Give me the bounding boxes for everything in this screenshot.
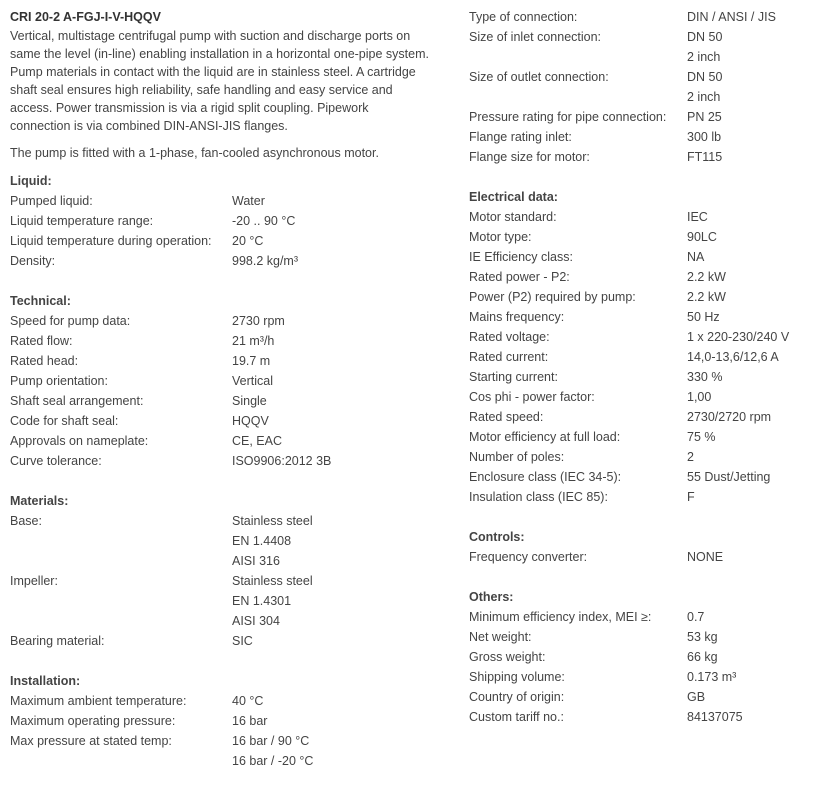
spec-row [10,371,450,391]
spec-value: 14,0-13,6/12,6 A [687,350,779,364]
section-heading: Materials: [10,494,69,508]
spec-value: 55 Dust/Jetting [687,470,771,484]
spec-value: 84137075 [687,710,743,724]
spec-row [10,571,450,631]
product-title: CRI 20-2 A-FGJ-I-V-HQQV [10,10,161,24]
spec-values [687,107,722,127]
spec-values [232,411,269,431]
spec-label: Maximum ambient temperature: [10,694,187,708]
spec-values [232,391,267,411]
spec-row [469,327,829,347]
spec-values [687,687,705,707]
spec-value: 66 kg [687,650,718,664]
spec-value: EN 1.4408 [232,534,292,548]
spec-row [469,127,829,147]
spec-values [232,311,285,331]
spec-row [469,707,829,727]
spec-row [469,487,829,507]
spec-value: DN 50 [687,30,723,44]
spec-row [469,307,829,327]
spec-value: F [687,490,695,504]
spec-label: Bearing material: [10,634,105,648]
spec-row [10,511,450,571]
spec-label: Cos phi - power factor: [469,390,595,404]
spec-row [10,431,450,451]
electrical-data-section [469,187,829,507]
spec-values [232,511,313,571]
spec-values [232,191,265,211]
spec-value: AISI 316 [232,554,280,568]
spec-label: Enclosure class (IEC 34-5): [469,470,622,484]
section-heading: Installation: [10,674,81,688]
spec-value: 330 % [687,370,723,384]
spec-values [687,367,722,387]
spec-label: Rated flow: [10,334,73,348]
spec-row [10,211,450,231]
spec-values [232,251,298,271]
spec-value: EN 1.4301 [232,594,292,608]
spec-values [232,711,267,731]
spec-value: 40 °C [232,694,264,708]
spec-row [469,467,829,487]
spec-label: Starting current: [469,370,558,384]
spec-values [232,451,331,471]
spec-value: 75 % [687,430,716,444]
spec-value: GB [687,690,706,704]
spec-value: 2.2 kW [687,270,726,284]
spec-row [10,311,450,331]
spec-value: 90LC [687,230,717,244]
spec-row [10,631,450,651]
spec-label: Motor efficiency at full load: [469,430,621,444]
technical-section [10,291,450,471]
spec-row [469,687,829,707]
spec-value: 0.7 [687,610,705,624]
spec-value: Water [232,194,265,208]
spec-row [10,691,450,711]
spec-value: Stainless steel [232,574,313,588]
section-heading: Technical: [10,294,71,308]
spec-values [232,731,313,771]
spec-values [232,211,295,231]
spec-values [687,387,711,407]
spec-values [232,631,253,651]
spec-value: Vertical [232,374,273,388]
spec-values [687,127,721,147]
spec-values [232,691,263,711]
spec-row [10,231,450,251]
description-line: connection is via combined DIN-ANSI-JIS flanges. [10,119,288,133]
spec-values [687,707,743,727]
spec-label: Rated power - P2: [469,270,570,284]
spec-label: Liquid temperature range: [10,214,154,228]
spec-row [469,427,829,447]
spec-label: Rated speed: [469,410,544,424]
spec-values [687,647,718,667]
left-sections [10,171,450,771]
description-line: same the level (in-line) enabling installation in a horizontal one-pipe system. [10,47,429,61]
spec-values [687,347,779,367]
description-line: Pump materials in contact with the liquid are in stainless steel. A cartridge [10,65,416,79]
spec-value: 2 inch [687,50,721,64]
spec-label: Rated current: [469,350,549,364]
spec-values [687,307,720,327]
spec-value: 1 x 220-230/240 V [687,330,790,344]
spec-value: CE, EAC [232,434,283,448]
spec-label: Speed for pump data: [10,314,131,328]
spec-label: Mains frequency: [469,310,565,324]
spec-label: Curve tolerance: [10,454,102,468]
spec-label: Motor type: [469,230,532,244]
spec-values [687,607,704,627]
connection-section [469,7,829,167]
spec-label: Maximum operating pressure: [10,714,176,728]
spec-row [469,247,829,267]
spec-label: Minimum efficiency index, MEI ≥: [469,610,652,624]
spec-row [469,207,829,227]
spec-label: Rated voltage: [469,330,550,344]
spec-row [469,107,829,127]
spec-values [687,667,736,687]
spec-label: Density: [10,254,56,268]
right-sections [469,7,829,727]
spec-label: Number of poles: [469,450,565,464]
left-column [10,7,450,791]
spec-values [687,267,726,287]
spec-label: Base: [10,514,42,528]
spec-label: Custom tariff no.: [469,710,564,724]
spec-row [469,627,829,647]
spec-value: AISI 304 [232,614,280,628]
section-heading: Controls: [469,530,525,544]
spec-values [687,547,723,567]
spec-values [687,447,694,467]
spec-values [687,327,789,347]
spec-value: 2 inch [687,90,721,104]
spec-values [687,627,718,647]
spec-row [469,267,829,287]
section-heading: Electrical data: [469,190,558,204]
spec-row [10,251,450,271]
spec-label: Shipping volume: [469,670,565,684]
spec-values [687,407,771,427]
spec-label: Max pressure at stated temp: [10,734,172,748]
spec-label: Shaft seal arrangement: [10,394,144,408]
spec-label: Motor standard: [469,210,557,224]
spec-values [232,371,273,391]
spec-row [10,451,450,471]
spec-value: Stainless steel [232,514,313,528]
spec-row [469,407,829,427]
liquid-section [10,171,450,271]
spec-value: 300 lb [687,130,722,144]
spec-value: 21 m³/h [232,334,275,348]
spec-row [10,391,450,411]
spec-label: Pressure rating for pipe connection: [469,110,667,124]
spec-row [469,287,829,307]
spec-values [232,431,282,451]
spec-values [687,247,704,267]
spec-row [10,191,450,211]
spec-value: 998.2 kg/m³ [232,254,299,268]
spec-row [469,607,829,627]
spec-value: DIN / ANSI / JIS [687,10,776,24]
spec-values [232,331,274,351]
spec-row [469,27,829,67]
spec-values [687,7,776,27]
spec-values [687,147,722,167]
product-description [10,27,450,135]
spec-label: Pumped liquid: [10,194,93,208]
spec-values [687,427,716,447]
spec-label: Flange size for motor: [469,150,590,164]
spec-values [687,467,770,487]
spec-row [469,7,829,27]
spec-label: Code for shaft seal: [10,414,119,428]
spec-label: Power (P2) required by pump: [469,290,636,304]
spec-values [232,571,313,631]
materials-section [10,491,450,651]
spec-label: Size of inlet connection: [469,30,602,44]
controls-section [469,527,829,567]
spec-values [687,207,708,227]
section-heading: Others: [469,590,514,604]
spec-values [687,67,722,107]
spec-value: Single [232,394,267,408]
spec-values [687,27,722,67]
spec-label: Insulation class (IEC 85): [469,490,608,504]
spec-value: SIC [232,634,253,648]
spec-row [10,731,450,771]
spec-row [10,331,450,351]
spec-values [687,287,726,307]
spec-value: NA [687,250,705,264]
spec-label: Pump orientation: [10,374,108,388]
spec-value: IEC [687,210,708,224]
spec-row [469,447,829,467]
motor-note: The pump is fitted with a 1-phase, fan-cooled asynchronous motor. [10,146,379,160]
spec-row [469,547,829,567]
spec-values [687,227,717,247]
spec-value: 16 bar / 90 °C [232,734,310,748]
spec-row [10,411,450,431]
spec-values [232,231,263,251]
spec-label: Type of connection: [469,10,578,24]
spec-row [469,347,829,367]
spec-value: 19.7 m [232,354,271,368]
spec-value: 50 Hz [687,310,720,324]
others-section [469,587,829,727]
spec-row [469,367,829,387]
spec-row [10,351,450,371]
spec-value: NONE [687,550,724,564]
spec-value: 1,00 [687,390,712,404]
spec-label: Country of origin: [469,690,565,704]
spec-label: Impeller: [10,574,58,588]
spec-label: Liquid temperature during operation: [10,234,212,248]
spec-label: Approvals on nameplate: [10,434,149,448]
spec-label: Gross weight: [469,650,546,664]
spec-value: PN 25 [687,110,722,124]
spec-label: Net weight: [469,630,532,644]
spec-values [232,351,270,371]
spec-label: Size of outlet connection: [469,70,609,84]
spec-value: 16 bar / -20 °C [232,754,314,768]
spec-value: 2730/2720 rpm [687,410,772,424]
spec-value: 0.173 m³ [687,670,737,684]
spec-row [469,667,829,687]
spec-row [10,711,450,731]
spec-row [469,647,829,667]
spec-value: HQQV [232,414,269,428]
spec-values [687,487,695,507]
description-line: shaft seal ensures high reliability, safe handling and easy service and [10,83,393,97]
spec-value: FT115 [687,150,723,164]
section-heading: Liquid: [10,174,52,188]
spec-value: 53 kg [687,630,718,644]
spec-value: 2.2 kW [687,290,726,304]
description-line: Vertical, multistage centrifugal pump with suction and discharge ports on [10,29,411,43]
right-column [469,7,829,747]
spec-value: -20 .. 90 °C [232,214,296,228]
spec-value: 2730 rpm [232,314,285,328]
spec-value: DN 50 [687,70,723,84]
spec-value: 16 bar [232,714,268,728]
installation-section [10,671,450,771]
spec-label: Rated head: [10,354,79,368]
spec-value: 2 [687,450,694,464]
spec-row [469,147,829,167]
spec-label: IE Efficiency class: [469,250,573,264]
spec-value: ISO9906:2012 3B [232,454,332,468]
spec-label: Flange rating inlet: [469,130,572,144]
spec-row [469,387,829,407]
spec-label: Frequency converter: [469,550,588,564]
spec-row [469,227,829,247]
spec-value: 20 °C [232,234,264,248]
description-line: access. Power transmission is via a rigid split coupling. Pipework [10,101,369,115]
spec-row [469,67,829,107]
